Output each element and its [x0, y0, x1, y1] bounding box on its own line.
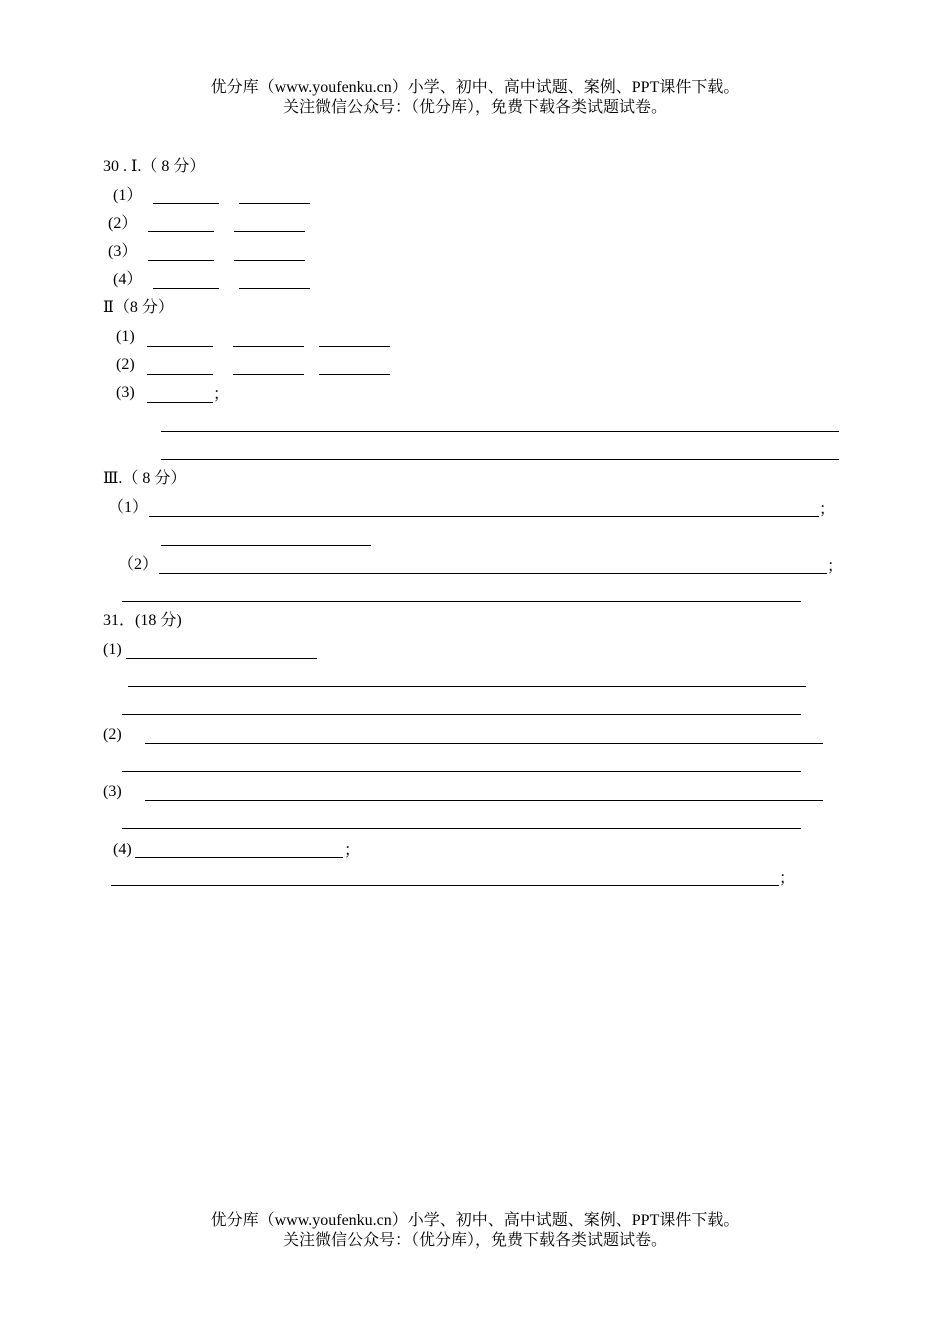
- answer-blank[interactable]: [319, 374, 390, 375]
- q30-part2-title: Ⅱ（8 分）: [103, 299, 174, 316]
- footer-line-2: 关注微信公众号：（优分库），免费下载各类试题试卷。: [282, 1232, 667, 1249]
- answer-line[interactable]: [128, 686, 806, 687]
- answer-blank[interactable]: [148, 260, 214, 261]
- answer-line[interactable]: [159, 573, 827, 574]
- semicolon: ；: [819, 501, 836, 518]
- answer-line[interactable]: [161, 431, 839, 432]
- answer-line[interactable]: [111, 885, 779, 886]
- q31-label-3: (3): [103, 783, 122, 800]
- answer-blank[interactable]: [153, 288, 219, 289]
- q31-title: 31．(18 分): [103, 612, 182, 629]
- answer-line[interactable]: [122, 714, 801, 715]
- q30-3-label-1: （1）: [108, 499, 149, 516]
- q30-part3-title: Ⅲ.（ 8 分）: [103, 470, 187, 487]
- semicolon: ；: [827, 558, 844, 575]
- answer-line[interactable]: [145, 743, 823, 744]
- footer-line-1: 优分库（www.youfenku.cn）小学、初中、高中试题、案例、PPT课件下载。: [210, 1212, 740, 1229]
- answer-blank[interactable]: [135, 857, 343, 858]
- q30-1-label-1: (1）: [113, 187, 143, 204]
- q31-label-1: (1): [103, 641, 122, 658]
- answer-line[interactable]: [161, 545, 371, 546]
- answer-blank[interactable]: [319, 346, 390, 347]
- q30-2-label-1: (1): [116, 328, 135, 345]
- q30-1-label-4: (4）: [113, 271, 143, 288]
- semicolon: ；: [213, 386, 230, 403]
- answer-blank[interactable]: [153, 203, 219, 204]
- q30-2-label-2: (2): [116, 356, 135, 373]
- answer-blank[interactable]: [239, 288, 310, 289]
- q30-title: 30 . Ⅰ.（ 8 分）: [103, 158, 206, 175]
- answer-line[interactable]: [161, 459, 839, 460]
- q30-1-label-3: (3）: [108, 243, 138, 260]
- answer-blank[interactable]: [147, 402, 213, 403]
- q31-label-2: (2): [103, 726, 122, 743]
- answer-blank[interactable]: [147, 374, 213, 375]
- answer-line[interactable]: [149, 516, 819, 517]
- semicolon: ；: [779, 870, 796, 887]
- semicolon: ；: [344, 842, 361, 859]
- q30-3-label-2: （2）: [118, 556, 159, 573]
- header-line-2: 关注微信公众号：（优分库），免费下载各类试题试卷。: [282, 99, 667, 116]
- answer-line[interactable]: [122, 771, 801, 772]
- answer-blank[interactable]: [239, 203, 310, 204]
- q30-1-label-2: (2）: [108, 215, 138, 232]
- answer-blank[interactable]: [126, 658, 317, 659]
- answer-blank[interactable]: [233, 374, 304, 375]
- header-line-1: 优分库（www.youfenku.cn）小学、初中、高中试题、案例、PPT课件下载。: [210, 79, 740, 96]
- answer-blank[interactable]: [234, 260, 305, 261]
- answer-blank[interactable]: [233, 346, 304, 347]
- q31-label-4: (4): [113, 841, 132, 858]
- answer-blank[interactable]: [234, 231, 305, 232]
- answer-line[interactable]: [122, 601, 801, 602]
- answer-line[interactable]: [145, 800, 823, 801]
- answer-line[interactable]: [122, 828, 801, 829]
- q30-2-label-3: (3): [116, 384, 135, 401]
- answer-blank[interactable]: [147, 346, 213, 347]
- answer-blank[interactable]: [148, 231, 214, 232]
